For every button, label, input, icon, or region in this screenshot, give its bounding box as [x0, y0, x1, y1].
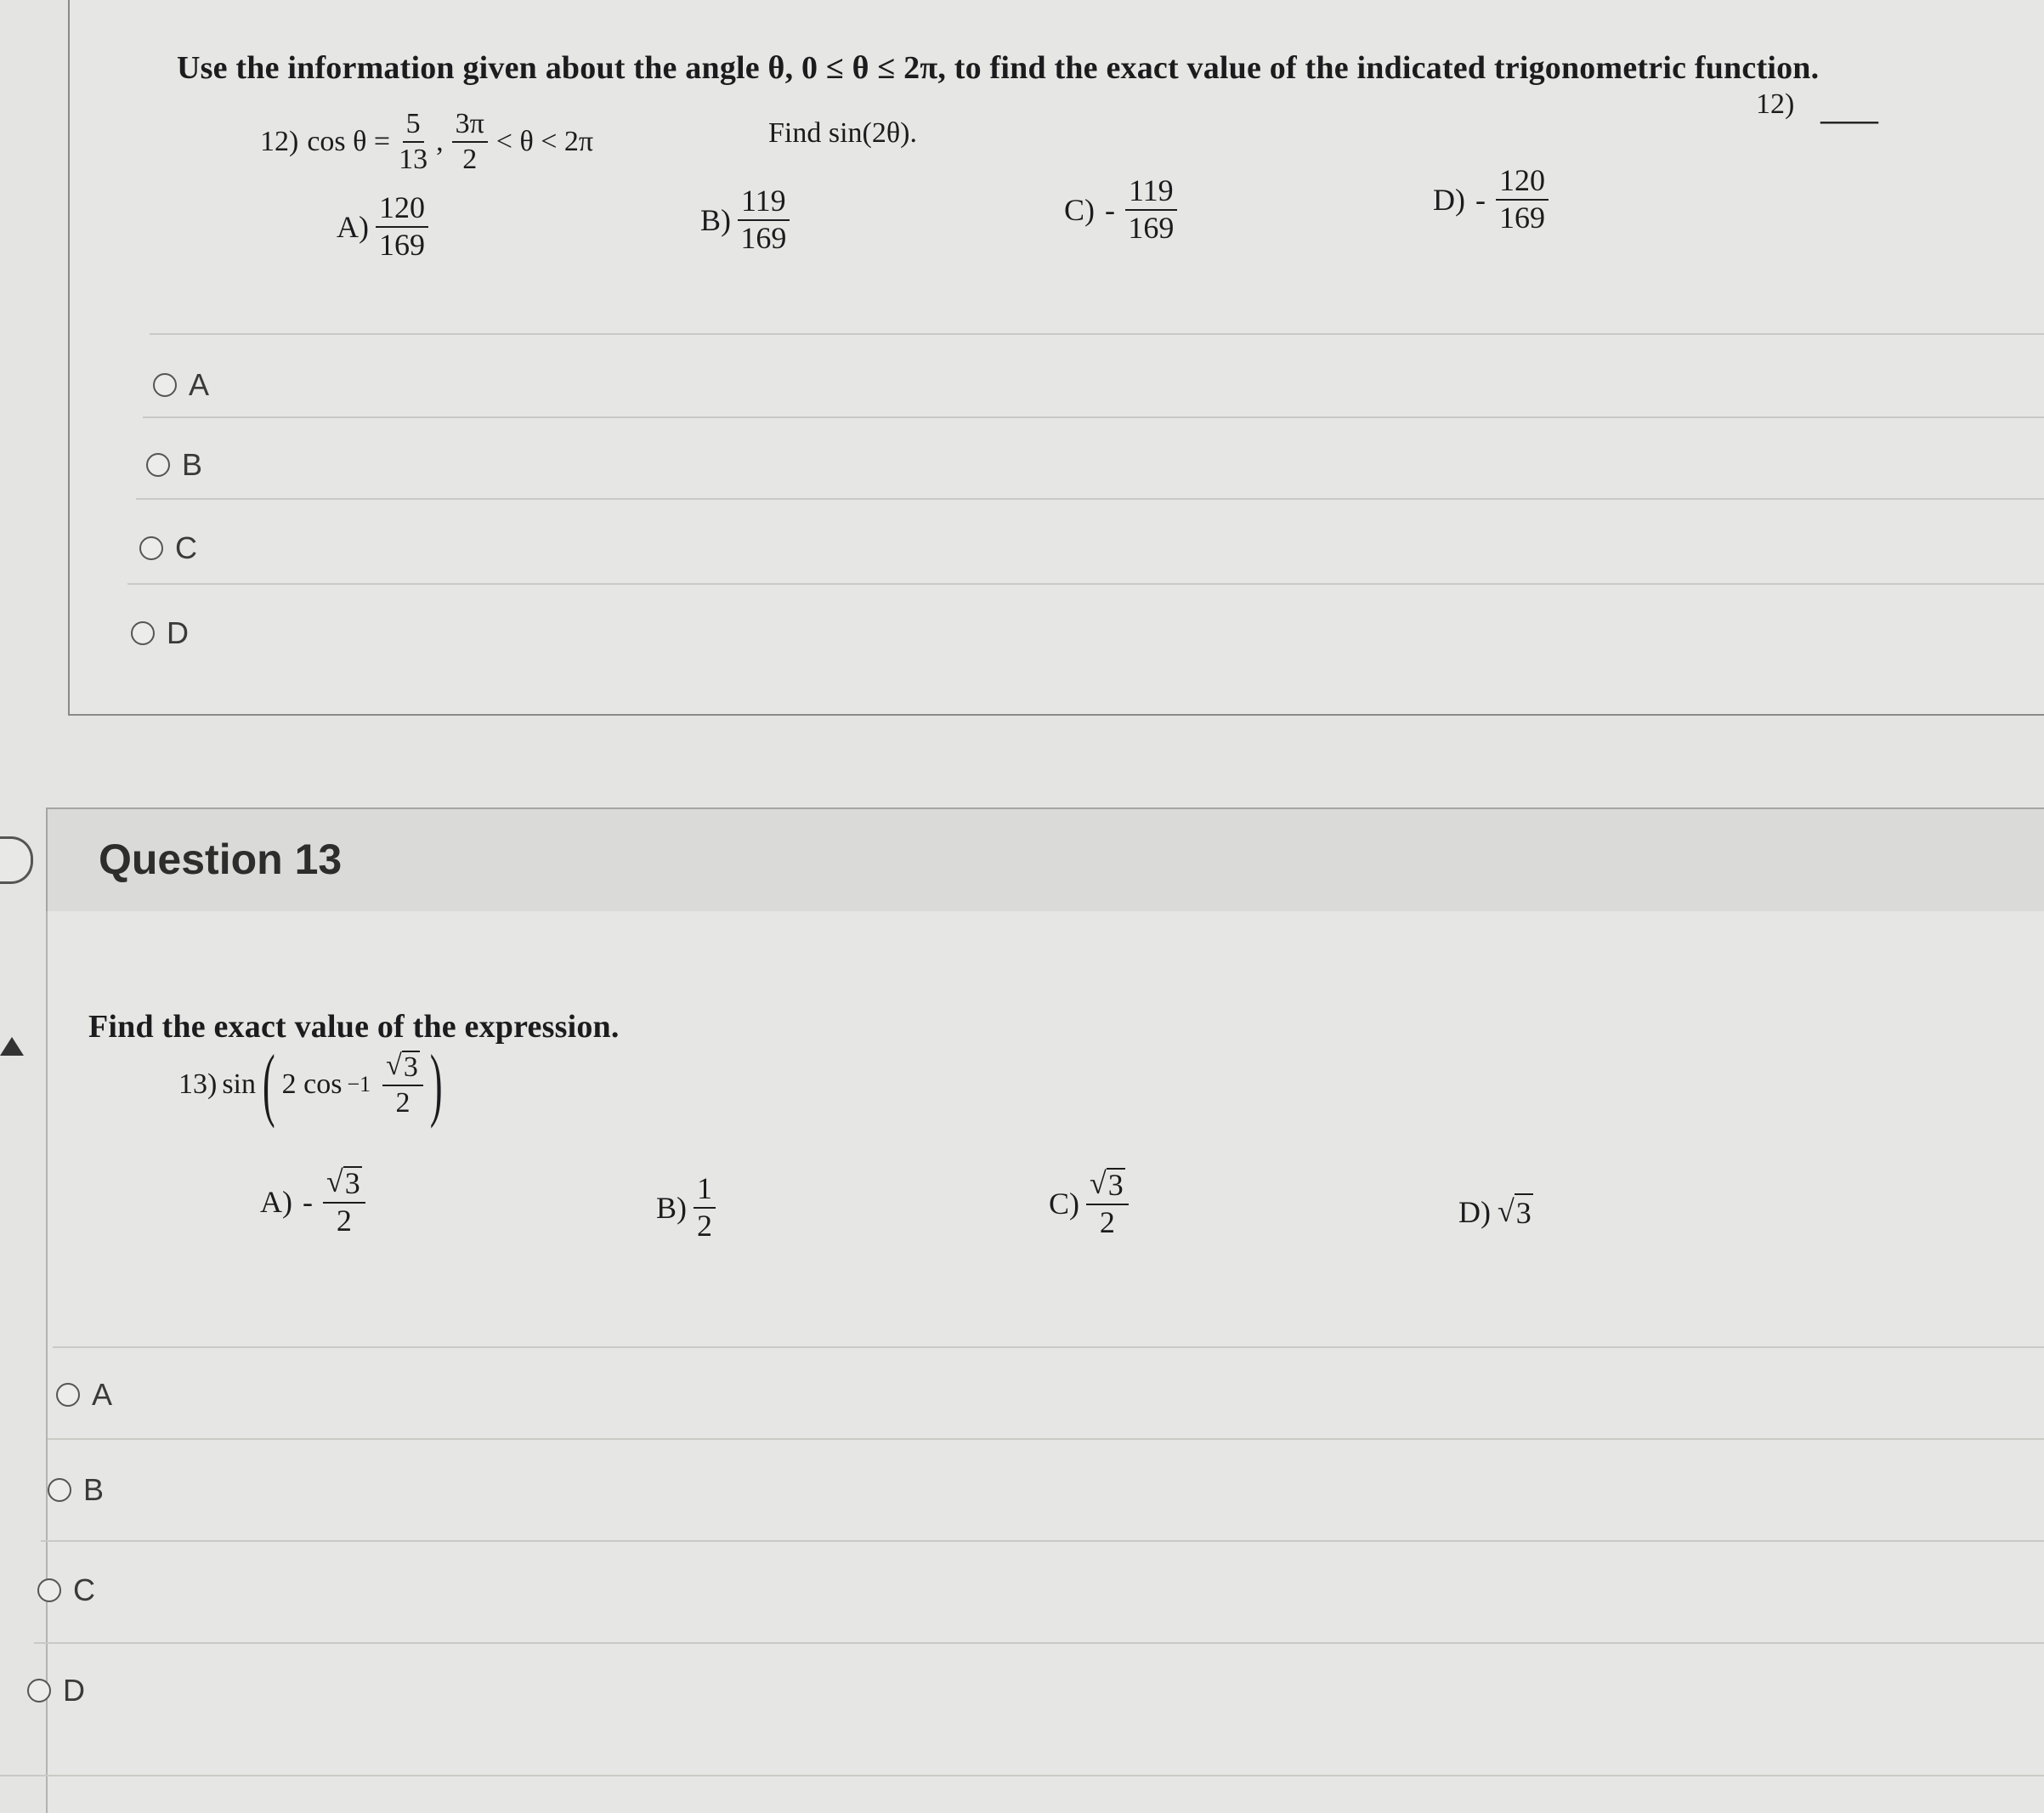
- option-letter: C): [1049, 1186, 1079, 1221]
- option-letter: D): [1433, 182, 1465, 217]
- q12-choice-d[interactable]: [131, 615, 189, 651]
- option-letter: B): [656, 1190, 687, 1225]
- q12-option-a: [337, 192, 428, 262]
- radicand: 3: [344, 1166, 360, 1200]
- choice-label: C: [175, 530, 197, 565]
- option-letter: A): [337, 209, 369, 244]
- radicand: 3: [1515, 1193, 1533, 1231]
- choice-label: A: [189, 367, 210, 402]
- fraction-numerator: 3π: [452, 109, 488, 143]
- option-letter: D): [1458, 1195, 1491, 1229]
- question-13-header: [46, 807, 2044, 913]
- choice-label: D: [63, 1673, 85, 1708]
- inverse-exponent: −1: [347, 1071, 371, 1096]
- choice-label: B: [83, 1472, 105, 1507]
- fraction-denominator: 2: [336, 1203, 352, 1238]
- fraction-denominator: 2: [697, 1208, 712, 1243]
- option-fraction: [738, 185, 790, 255]
- q13-choice-c[interactable]: [37, 1572, 95, 1608]
- fraction-numerator: 119: [738, 185, 790, 221]
- divider: [34, 1642, 2044, 1644]
- fraction-denominator: 2: [462, 143, 478, 175]
- flag-question-icon[interactable]: [0, 836, 33, 884]
- option-fraction: [1086, 1168, 1129, 1239]
- left-parenthesis: (: [263, 1037, 275, 1130]
- choice-label: A: [92, 1377, 113, 1412]
- question-12-number-right: 12): [1756, 88, 1795, 120]
- radio-button[interactable]: [27, 1679, 51, 1703]
- sqrt-expression: √ 3: [1498, 1194, 1532, 1230]
- radio-button[interactable]: [131, 621, 155, 645]
- cos-fraction: [399, 109, 427, 174]
- fraction-denominator: 169: [1128, 210, 1175, 245]
- choice-label: B: [182, 447, 203, 482]
- cos-label: cos θ =: [307, 125, 391, 157]
- sin-function: sin: [222, 1068, 257, 1100]
- sqrt-fraction: [382, 1051, 423, 1118]
- radio-button[interactable]: [146, 453, 170, 477]
- q12-option-c: [1064, 175, 1177, 245]
- fraction-denominator: 13: [399, 143, 428, 175]
- question-13-body: [46, 911, 2044, 1813]
- divider: [48, 1438, 2044, 1440]
- negative-sign: -: [1475, 182, 1486, 217]
- right-parenthesis: ): [429, 1037, 443, 1130]
- choice-label: C: [73, 1572, 95, 1607]
- option-fraction: [1125, 175, 1177, 245]
- radio-button[interactable]: [37, 1578, 61, 1602]
- question-number: 12): [260, 125, 299, 157]
- fraction-numerator: 120: [1496, 165, 1549, 201]
- answer-blank: ____: [1820, 95, 1878, 127]
- choice-label: D: [167, 615, 189, 650]
- q12-choice-c[interactable]: [139, 530, 197, 566]
- divider: [0, 1775, 2044, 1776]
- divider: [53, 1346, 2044, 1348]
- radicand: 3: [1107, 1168, 1124, 1202]
- range-tail: < θ < 2π: [495, 125, 594, 157]
- radio-button[interactable]: [139, 536, 163, 560]
- q12-option-b: [700, 185, 790, 255]
- radio-button[interactable]: [153, 373, 177, 397]
- mouse-cursor-icon: [0, 1037, 24, 1056]
- negative-sign: -: [303, 1184, 313, 1219]
- q13-choice-a[interactable]: [56, 1377, 112, 1413]
- question-12-statement: 12) cos θ = $\frac{5}{13}$ , $\frac{3\pi}{2}$ < θ < 2π: [260, 108, 594, 175]
- divider: [143, 416, 2044, 418]
- question-13-prompt: Find the exact value of the expression.: [88, 1009, 620, 1045]
- inner-expression: 2 cos: [281, 1068, 343, 1100]
- option-fraction: [376, 192, 428, 262]
- q13-option-d: [1458, 1193, 1533, 1231]
- radio-button[interactable]: [48, 1478, 71, 1502]
- question-12-instruction: Use the information given about the angle θ, 0 ≤ θ ≤ 2π, to find the exact value of the indicated trigonometric function.: [177, 50, 1820, 86]
- option-letter: B): [700, 202, 731, 237]
- question-13-expression: [178, 1037, 444, 1130]
- fraction-denominator: 169: [1499, 200, 1545, 235]
- fraction-numerator: 1: [694, 1173, 716, 1209]
- divider: [127, 583, 2044, 585]
- divider: [136, 498, 2044, 500]
- fraction-denominator: 169: [379, 227, 425, 262]
- q13-choice-d[interactable]: [27, 1673, 85, 1708]
- q13-option-a: [260, 1166, 365, 1238]
- fraction-numerator: √ 3: [382, 1051, 423, 1086]
- option-fraction: [1496, 165, 1549, 235]
- q13-option-c: [1049, 1168, 1129, 1239]
- divider: [150, 333, 2044, 335]
- radio-button[interactable]: [56, 1383, 80, 1407]
- fraction-denominator: 2: [395, 1086, 410, 1119]
- question-12-panel: [68, 0, 2044, 716]
- question-title: Question 13: [99, 836, 343, 883]
- option-letter: A): [260, 1184, 292, 1219]
- fraction-numerator: √ 3: [323, 1166, 365, 1204]
- q12-choice-a[interactable]: [153, 367, 209, 403]
- q13-choice-b[interactable]: [48, 1472, 104, 1508]
- negative-sign: -: [1105, 192, 1115, 227]
- divider: [41, 1540, 2044, 1542]
- fraction-numerator: √ 3: [1086, 1168, 1129, 1205]
- fraction-numerator: 120: [376, 192, 428, 228]
- fraction-denominator: 169: [740, 220, 787, 255]
- option-fraction: [323, 1166, 365, 1238]
- option-letter: C): [1064, 192, 1095, 227]
- radicand: 3: [403, 1051, 418, 1083]
- range-fraction: [452, 109, 488, 174]
- q13-option-b: [656, 1173, 716, 1243]
- q12-choice-b[interactable]: [146, 447, 202, 483]
- fraction-denominator: 2: [1099, 1204, 1115, 1239]
- find-instruction: Find sin(2θ).: [768, 117, 917, 149]
- fraction-numerator: 5: [403, 109, 424, 143]
- q12-option-d: [1433, 165, 1549, 235]
- fraction-numerator: 119: [1125, 175, 1177, 211]
- option-fraction: [694, 1173, 716, 1243]
- question-number: 13): [178, 1068, 218, 1100]
